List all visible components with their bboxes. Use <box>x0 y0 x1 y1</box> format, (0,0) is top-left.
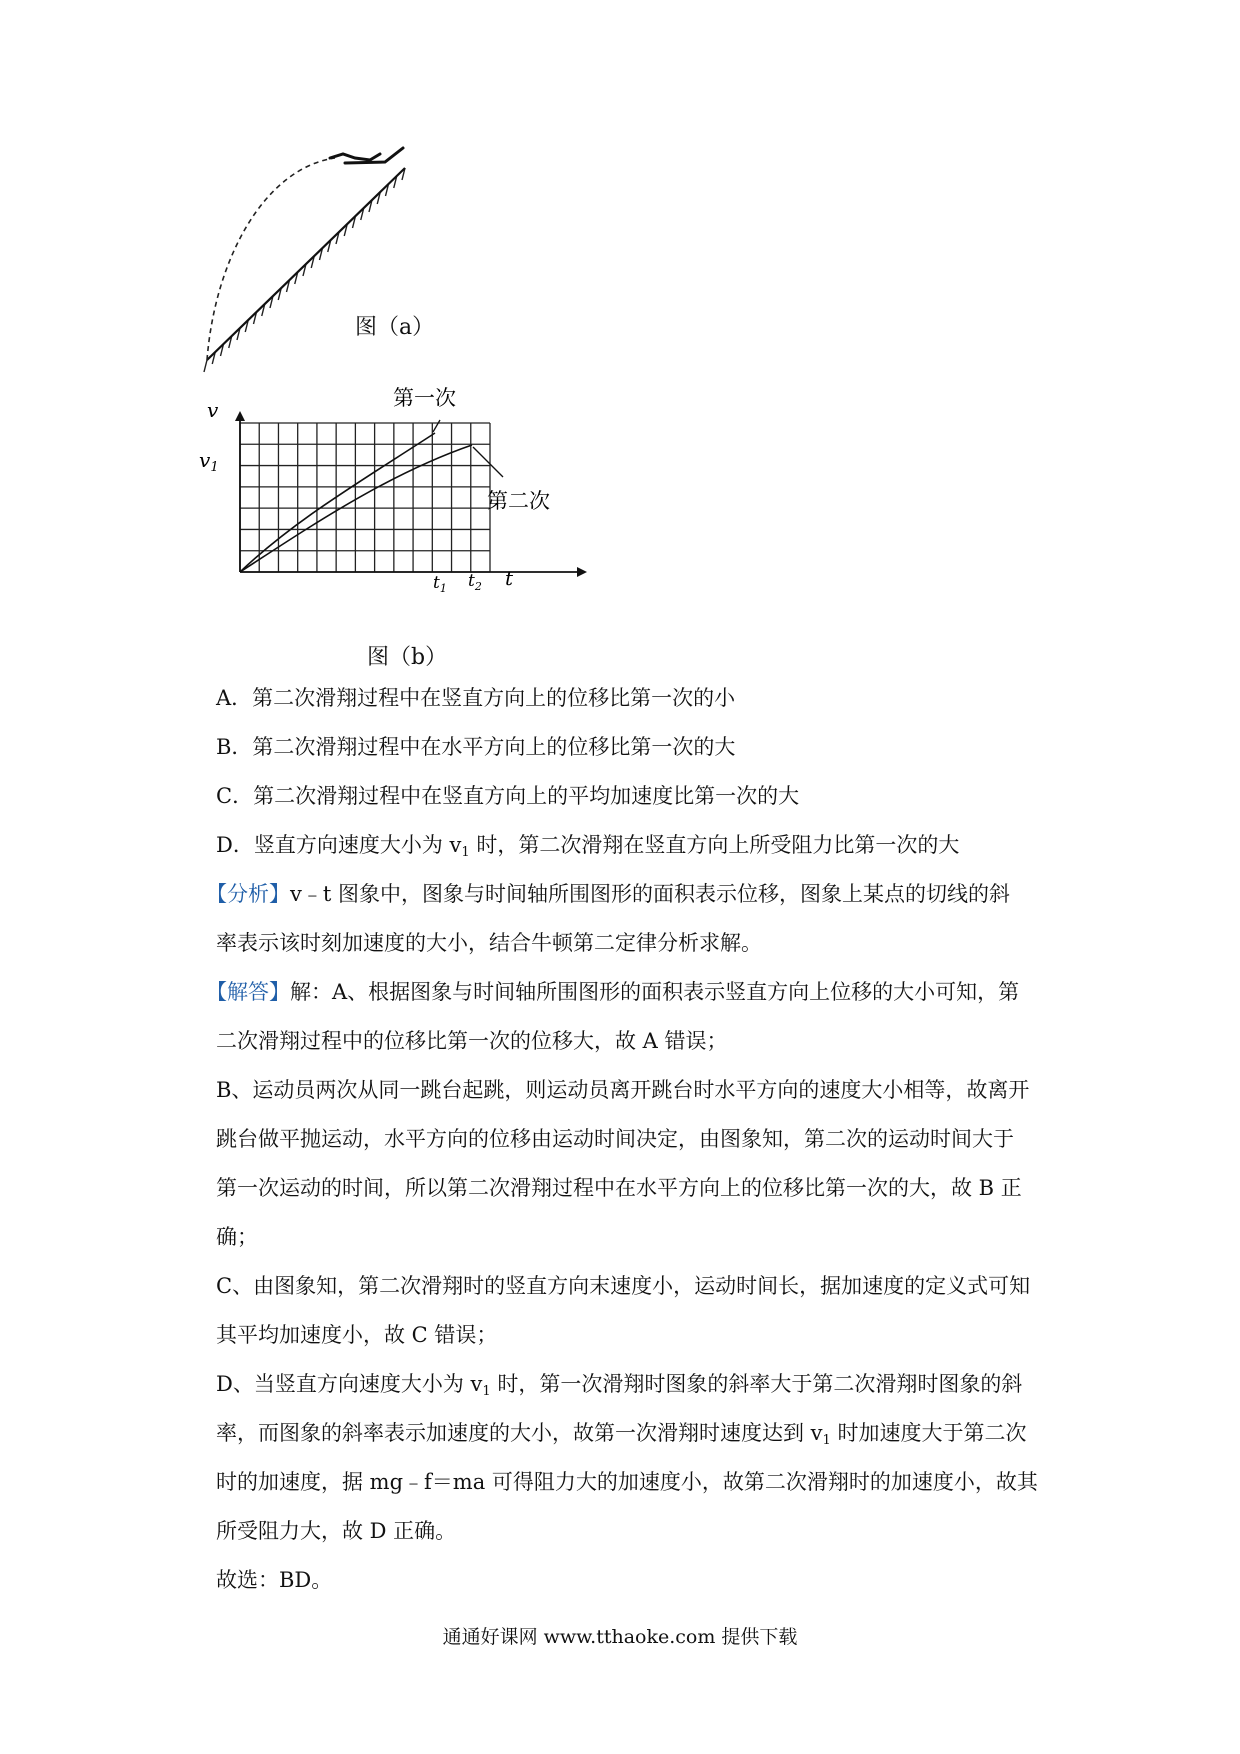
option-d-pre: D．竖直方向速度大小为 v <box>216 833 462 857</box>
answer-line-6: 确； <box>216 1225 258 1249</box>
answer-line-4: 跳台做平抛运动，水平方向的位移由运动时间决定，由图象知，第二次的运动时间大于 <box>216 1127 1014 1151</box>
t1-tick-label-main: t <box>433 573 440 593</box>
figure-b-caption: 图（b） <box>367 645 448 670</box>
answer-line-3: B、运动员两次从同一跳台起跳，则运动员离开跳台时水平方向的速度大小相等，故离开 <box>216 1078 1030 1102</box>
answer-line-10-post: 时加速度大于第二次 <box>830 1421 1027 1445</box>
answer-line-9 <box>216 1369 1022 1403</box>
t1-tick-label-sub: 1 <box>439 582 447 595</box>
t2-tick-label-sub: 2 <box>474 580 482 593</box>
option-d <box>216 830 959 864</box>
answer-line-1 <box>206 977 1019 1007</box>
trajectory-dashed-curve <box>207 158 335 360</box>
y-axis-arrow <box>235 411 245 421</box>
answer-line-11: 时的加速度，据 mg﹣f＝ma 可得阻力大的加速度小，故第二次滑翔时的加速度小，故其 <box>216 1470 1038 1494</box>
figure-a-caption: 图（a） <box>355 315 435 340</box>
answer-line-5: 第一次运动的时间，所以第二次滑翔过程中在水平方向上的位移比第一次的大，故 B 正 <box>216 1176 1022 1200</box>
answer-line-8: 其平均加速度小，故 C 错误； <box>216 1323 498 1347</box>
answer-line-7: C、由图象知，第二次滑翔时的竖直方向末速度小，运动时间长，据加速度的定义式可知 <box>216 1274 1031 1298</box>
footer-source: 通通好课网 www.tthaoke.com 提供下载 <box>442 1626 798 1648</box>
answer-line-9-post: 时，第一次滑翔时图象的斜率大于第二次滑翔时图象的斜 <box>490 1372 1023 1396</box>
v1-tick-label <box>199 448 219 475</box>
x-axis-label: t <box>505 566 514 590</box>
answer-line-2: 二次滑翔过程中的位移比第一次的位移大，故 A 错误； <box>216 1029 728 1053</box>
answer-line-9-sub: 1 <box>482 1384 491 1399</box>
analysis-text-1: v﹣t 图象中，图象与时间轴所围图形的面积表示位移，图象上某点的切线的斜 <box>290 882 1010 906</box>
skier-icon <box>330 148 403 163</box>
answer-text-1: 解：A、根据图象与时间轴所围图形的面积表示竖直方向上位移的大小可知，第 <box>290 980 1020 1004</box>
answer-line-10-sub: 1 <box>822 1433 831 1448</box>
figure-b-vt-graph <box>199 386 635 635</box>
v1-tick-label-main: v <box>199 448 211 472</box>
label-pointer-first <box>433 420 440 432</box>
answer-line-10 <box>216 1418 1027 1452</box>
t2-tick-label-main: t <box>468 571 475 591</box>
answer-tag: 【解答】 <box>206 980 290 1004</box>
option-b: B．第二次滑翔过程中在水平方向上的位移比第一次的大 <box>216 735 736 759</box>
t2-tick-label <box>468 571 482 593</box>
x-axis-arrow <box>577 567 587 577</box>
analysis-line-1 <box>206 879 1010 909</box>
y-axis-label: v <box>207 398 219 422</box>
t1-tick-label <box>433 573 447 595</box>
analysis-line-2: 率表示该时刻加速度的大小，结合牛顿第二定律分析求解。 <box>216 931 762 955</box>
vt-grid <box>240 423 490 572</box>
label-pointer-second <box>473 447 503 477</box>
answer-line-12: 所受阻力大，故 D 正确。 <box>216 1519 457 1543</box>
answer-line-10-pre: 率，而图象的斜率表示加速度的大小，故第一次滑翔时速度达到 v <box>216 1421 823 1445</box>
answer-final: 故选：BD。 <box>216 1568 333 1592</box>
answer-line-9-pre: D、当竖直方向速度大小为 v <box>216 1372 483 1396</box>
option-a: A．第二次滑翔过程中在竖直方向上的位移比第一次的小 <box>216 686 736 710</box>
option-d-sub: 1 <box>461 845 470 860</box>
series-second-label: 第二次 <box>487 489 550 513</box>
option-d-post: 时，第二次滑翔在竖直方向上所受阻力比第一次的大 <box>469 833 960 857</box>
figure-a-slope-diagram <box>205 148 465 378</box>
option-c: C．第二次滑翔过程中在竖直方向上的平均加速度比第一次的大 <box>216 784 800 808</box>
v1-tick-label-sub: 1 <box>210 460 219 475</box>
analysis-tag: 【分析】 <box>206 882 290 906</box>
series-first-label: 第一次 <box>393 386 456 410</box>
slope-hatch-mark <box>204 360 207 372</box>
